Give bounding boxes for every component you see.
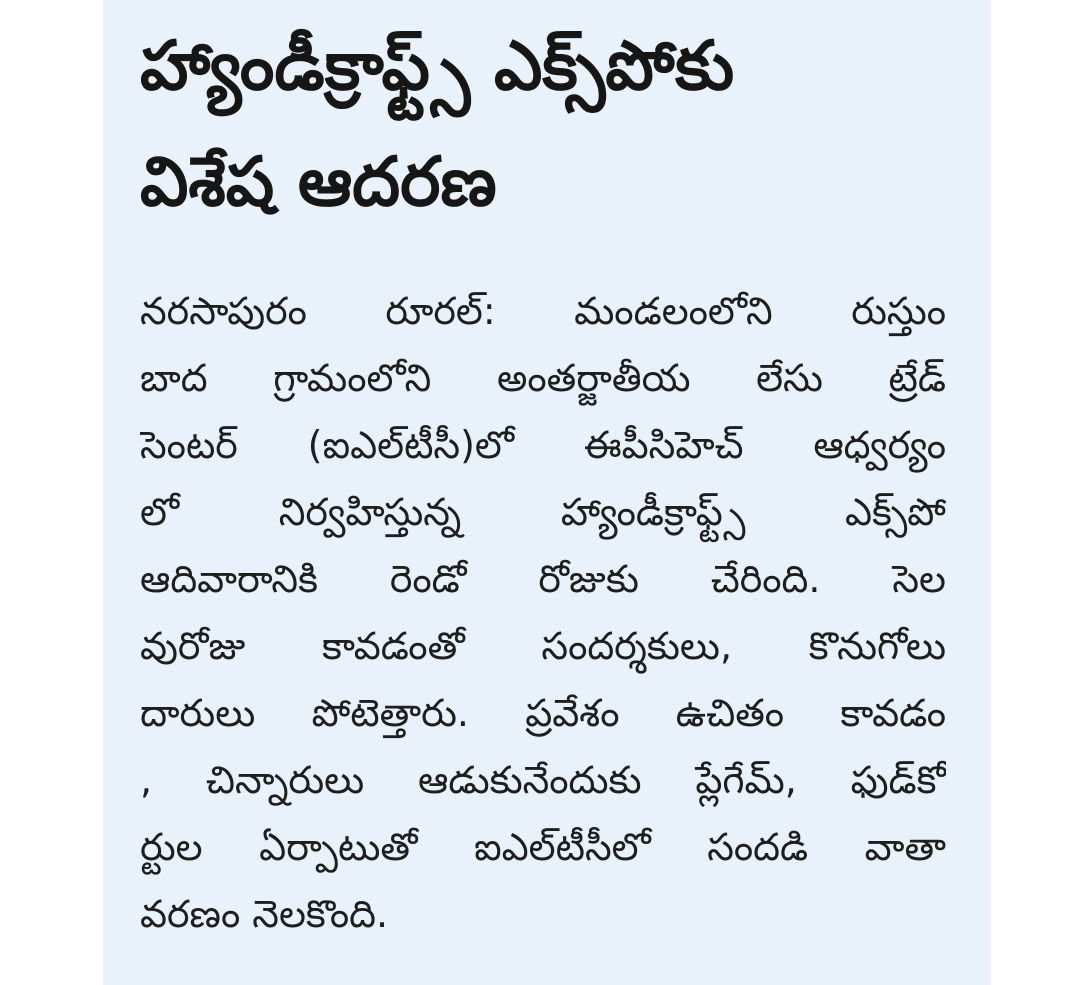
body-line-1: నరసాపురం రూరల్: మండలంలోని రుస్తుం [140, 289, 946, 333]
body-line-10: వరణం నెలకొంది. [140, 892, 389, 936]
body-line-6: వురోజు కావడంతో సందర్శకులు, కొనుగోలు [140, 624, 946, 668]
body-line-8: , చిన్నారులు ఆడుకునేందుకు ప్లేగేమ్, ఫుడ్‌కో [140, 758, 946, 802]
headline-line-2: విశేష ఆదరణ [140, 143, 497, 222]
body-line-4: లో నిర్వహిస్తున్న హ్యాండీక్రాఫ్ట్స్ ఎక్స్‌పో [140, 490, 946, 534]
headline-line-1: హ్యాండీక్రాఫ్ట్స్ ఎక్స్‌పోకు [140, 27, 735, 106]
body-line-2: బాద గ్రామంలోని అంతర్జాతీయ లేసు ట్రేడ్ [140, 356, 946, 400]
body-line-5: ఆదివారానికి రెండో రోజుకు చేరింది. సెల [140, 557, 946, 601]
body-line-7: దారులు పోటెత్తారు. ప్రవేశం ఉచితం కావడం [140, 691, 946, 735]
body-line-3: సెంటర్ (ఐఎల్‌టీసీ)లో ఈపీసిహెచ్ ఆధ్వర్యం [140, 423, 946, 467]
body-line-9: ర్టుల ఏర్పాటుతో ఐఎల్‌టీసీలో సందడి వాతా [140, 825, 946, 869]
